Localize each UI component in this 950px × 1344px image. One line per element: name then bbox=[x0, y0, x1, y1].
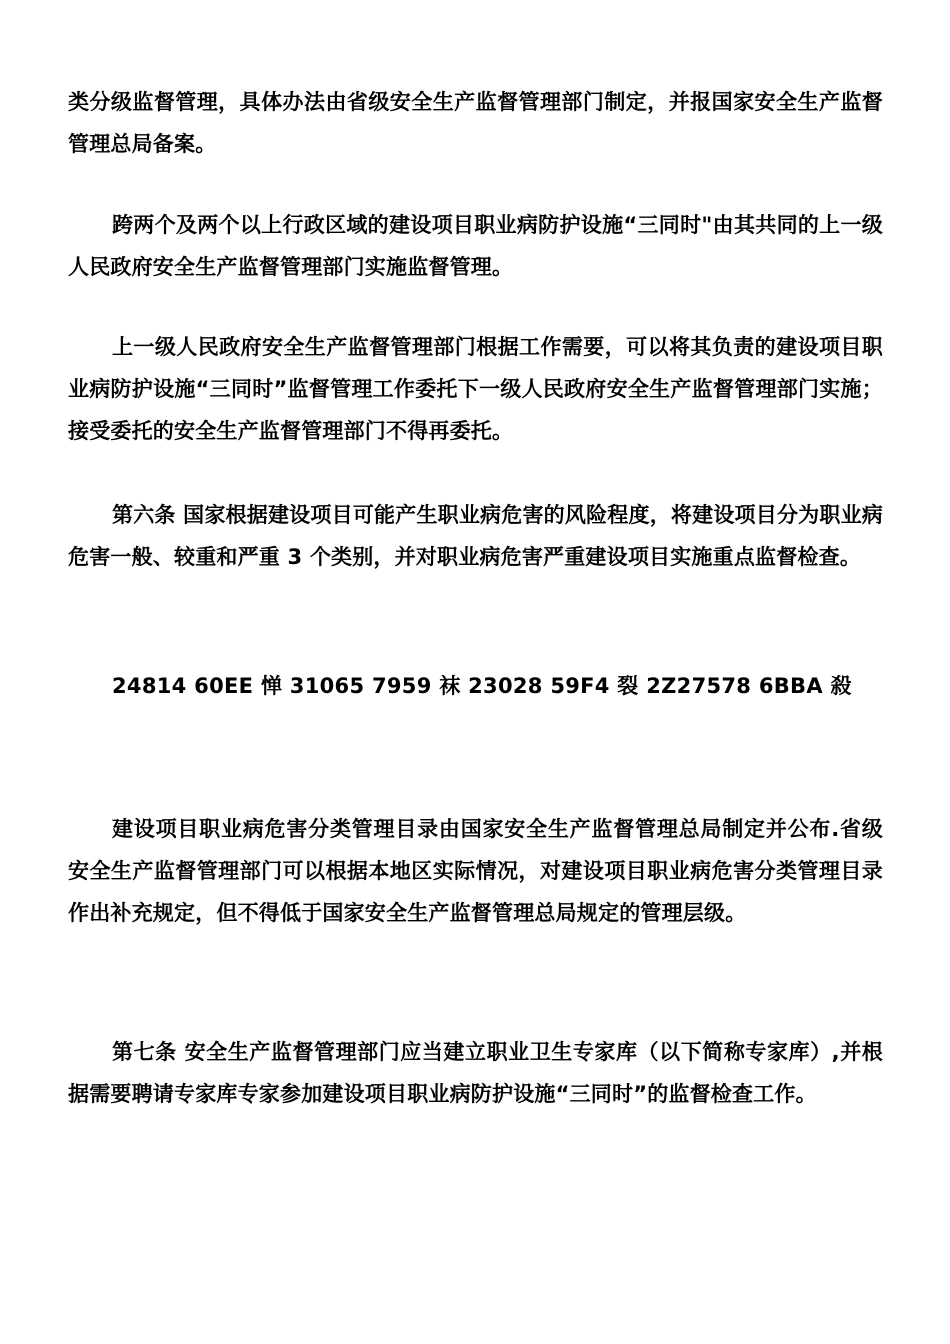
paragraph-continuation: 类分级监督管理，具体办法由省级安全生产监督管理部门制定，并报国家安全生产监督管理总局备案。 bbox=[68, 90, 883, 156]
paragraph-cross-region-supervision: 跨两个及两个以上行政区域的建设项目职业病防护设施“三同时"由其共同的上一级人民政府安全生产监督管理部门实施监督管理。 bbox=[68, 213, 883, 279]
paragraph-article-6: 第六条 国家根据建设项目可能产生职业病危害的风险程度，将建设项目分为职业病危害一般、较重和严重 3 个类别，并对职业病危害严重建设项目实施重点监督检查。 bbox=[68, 503, 883, 569]
paragraph-entrusted-supervision: 上一级人民政府安全生产监督管理部门根据工作需要，可以将其负责的建设项目职业病防护设施“三同时”监督管理工作委托下一级人民政府安全生产监督管理部门实施；接受委托的安全生产监督管理部门不得再委托。 bbox=[68, 335, 883, 443]
paragraph-code-line: 24814 60EE 惮 31065 7959 袜 23028 59F4 裂 2Z27578 6BBA 殺 bbox=[112, 674, 852, 698]
paragraph-article-7: 第七条 安全生产监督管理部门应当建立职业卫生专家库（以下简称专家库）,并根据需要聘请专家库专家参加建设项目职业病防护设施“三同时”的监督检查工作。 bbox=[68, 1040, 883, 1106]
paragraph-classification-catalog: 建设项目职业病危害分类管理目录由国家安全生产监督管理总局制定并公布.省级安全生产监督管理部门可以根据本地区实际情况，对建设项目职业病危害分类管理目录作出补充规定，但不得低于国家安全生产监督管理总局规定的管理层级。 bbox=[68, 817, 883, 925]
